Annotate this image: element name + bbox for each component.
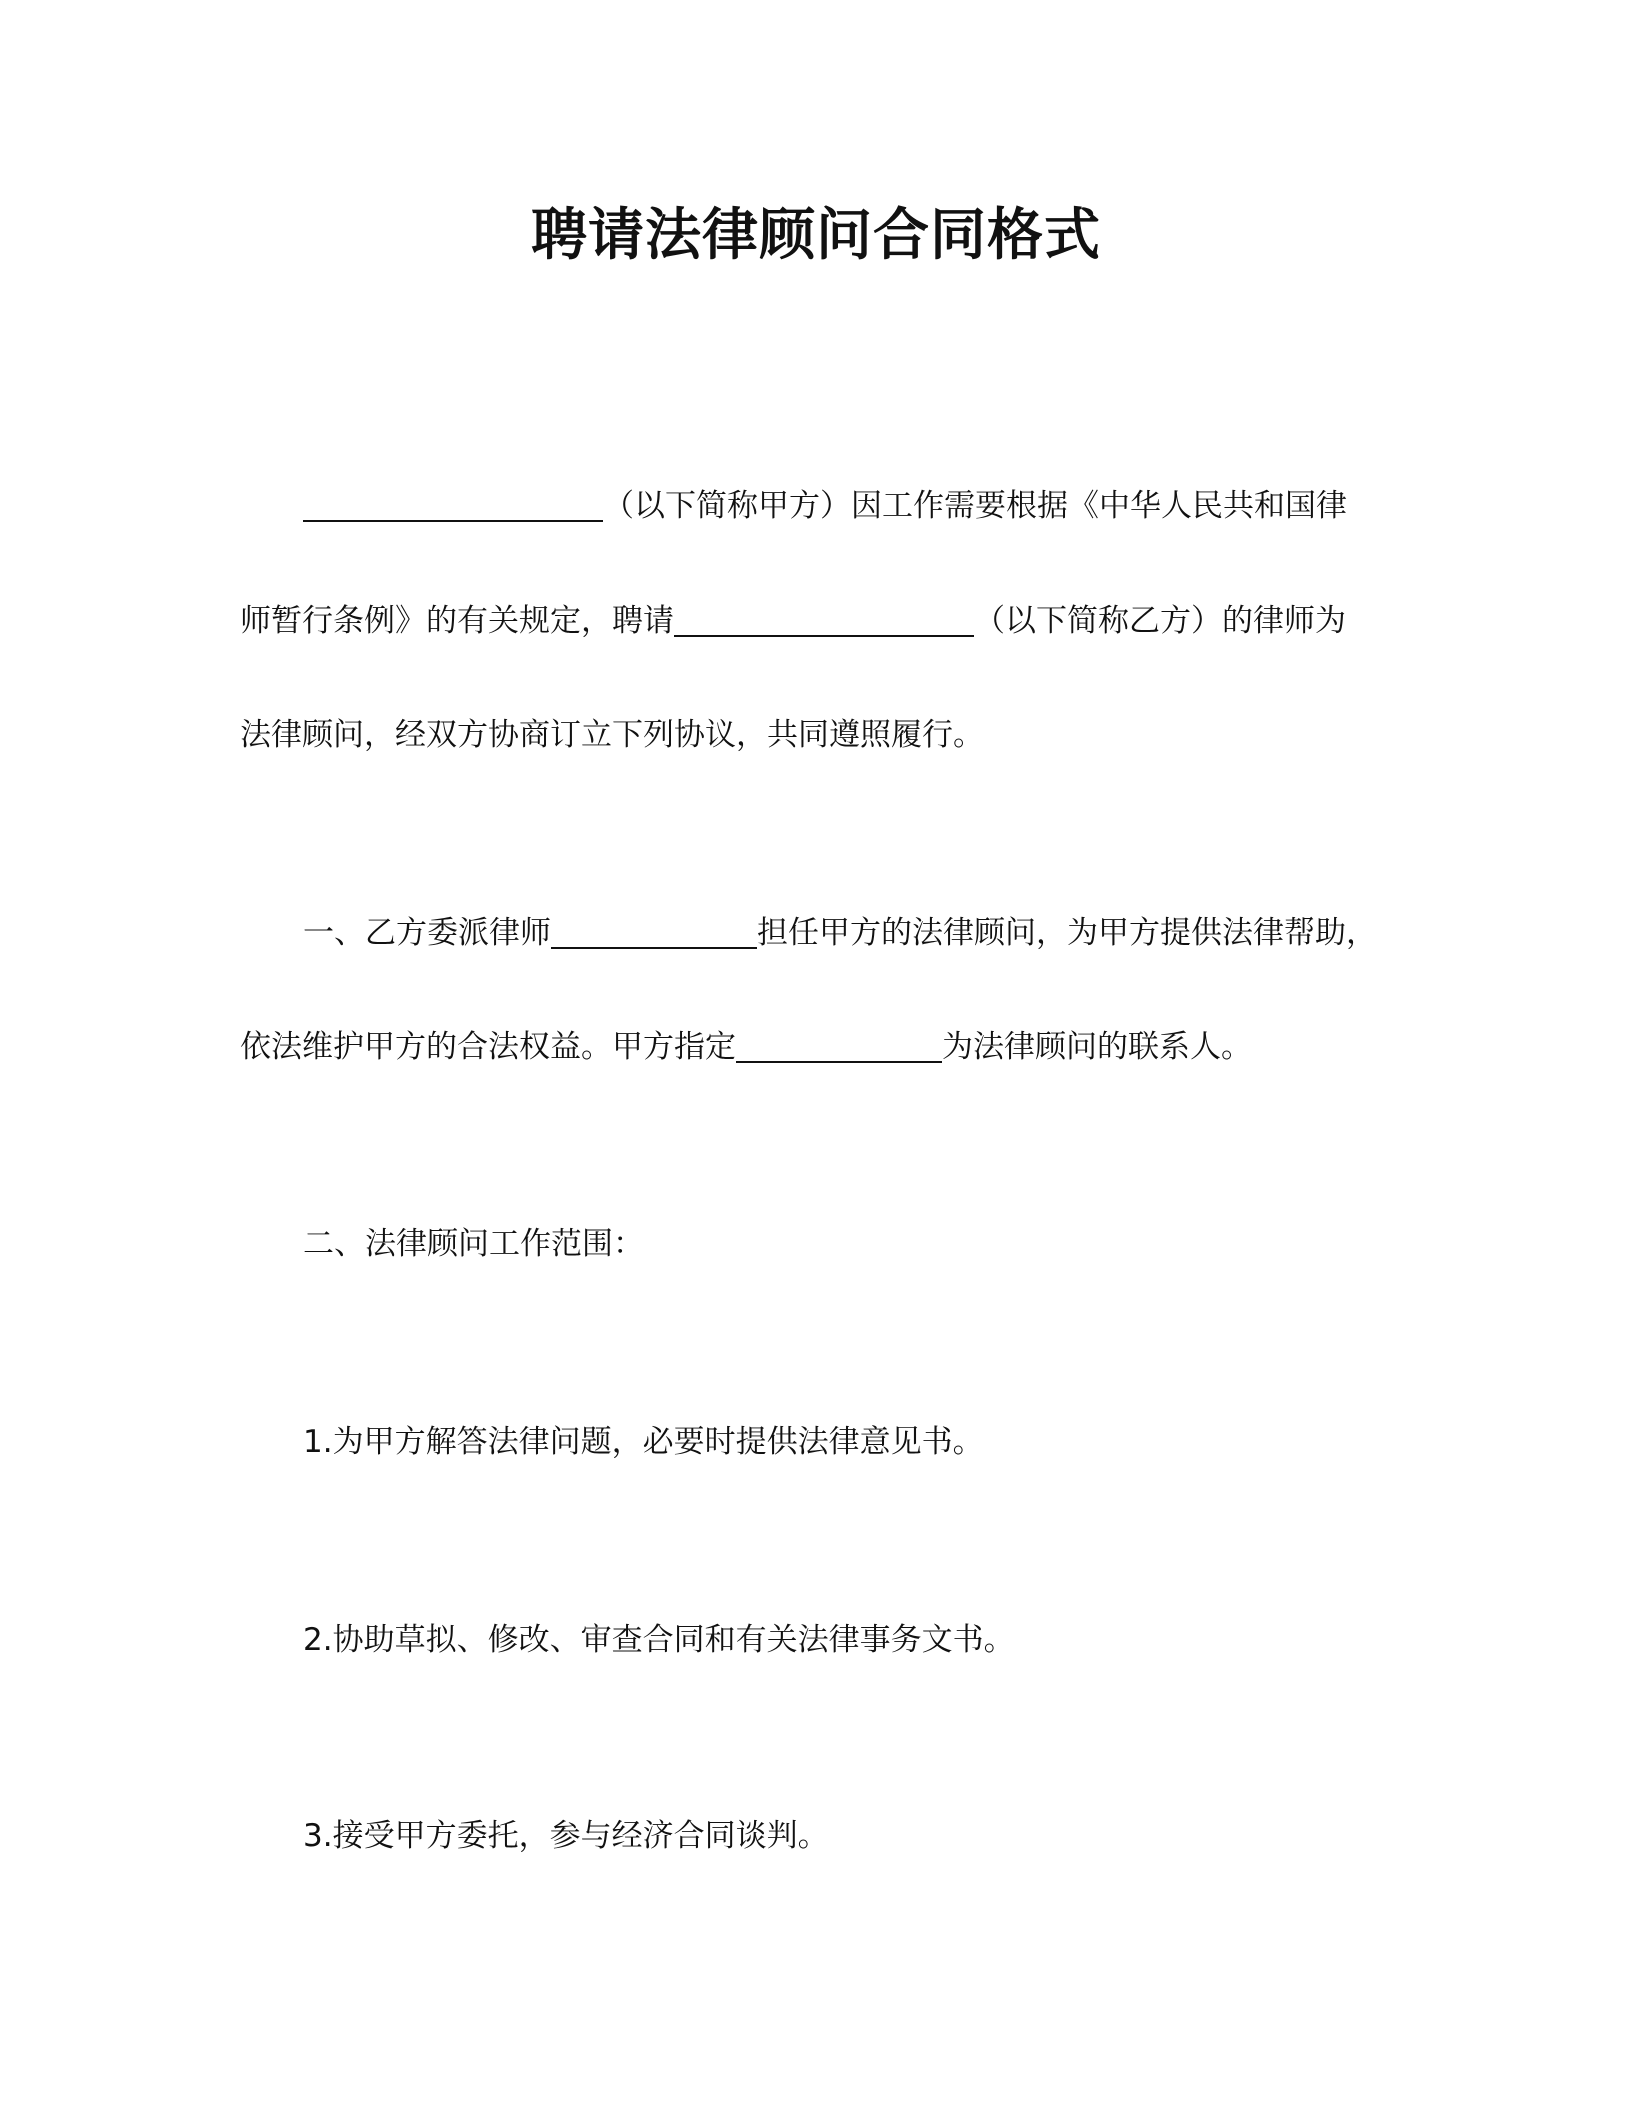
document-title: 聘请法律顾问合同格式 [531,203,1101,268]
preamble-line-1-text: （以下简称甲方）因工作需要根据《中华人民共和国律 [603,488,1347,524]
party-a-name-blank[interactable] [303,488,603,522]
clause-1-line-2 [240,1023,1252,1071]
preamble-line-2-text-b: （以下简称乙方）的律师为 [974,603,1346,639]
clause-2-item-1: 1.为甲方解答法律问题，必要时提供法律意见书。 [303,1424,984,1460]
clause-1-line-1-text-a: 一、乙方委派律师 [303,915,551,951]
preamble-line-2-text-a: 师暂行条例》的有关规定，聘请 [240,603,674,639]
clause-1-line-1 [303,909,1377,957]
preamble-line-2 [240,597,1346,645]
preamble-line-1 [303,482,1347,530]
clause-1-line-2-text-b: 为法律顾问的联系人。 [942,1029,1252,1065]
clause-2-item-2: 2.协助草拟、修改、审查合同和有关法律事务文书。 [303,1622,1015,1658]
preamble-line-3 [240,711,984,759]
clause-2-heading: 二、法律顾问工作范围： [303,1226,644,1262]
clause-1-line-1-text-b: 担任甲方的法律顾问，为甲方提供法律帮助， [757,915,1377,951]
clause-1-line-2-text-a: 依法维护甲方的合法权益。甲方指定 [240,1029,736,1065]
clause-2-item-3: 3.接受甲方委托，参与经济合同谈判。 [303,1818,829,1854]
contact-person-blank[interactable] [736,1029,942,1063]
lawyer-name-blank[interactable] [551,915,757,949]
preamble-line-3-text: 法律顾问，经双方协商订立下列协议，共同遵照履行。 [240,717,984,753]
party-b-name-blank[interactable] [674,603,974,637]
